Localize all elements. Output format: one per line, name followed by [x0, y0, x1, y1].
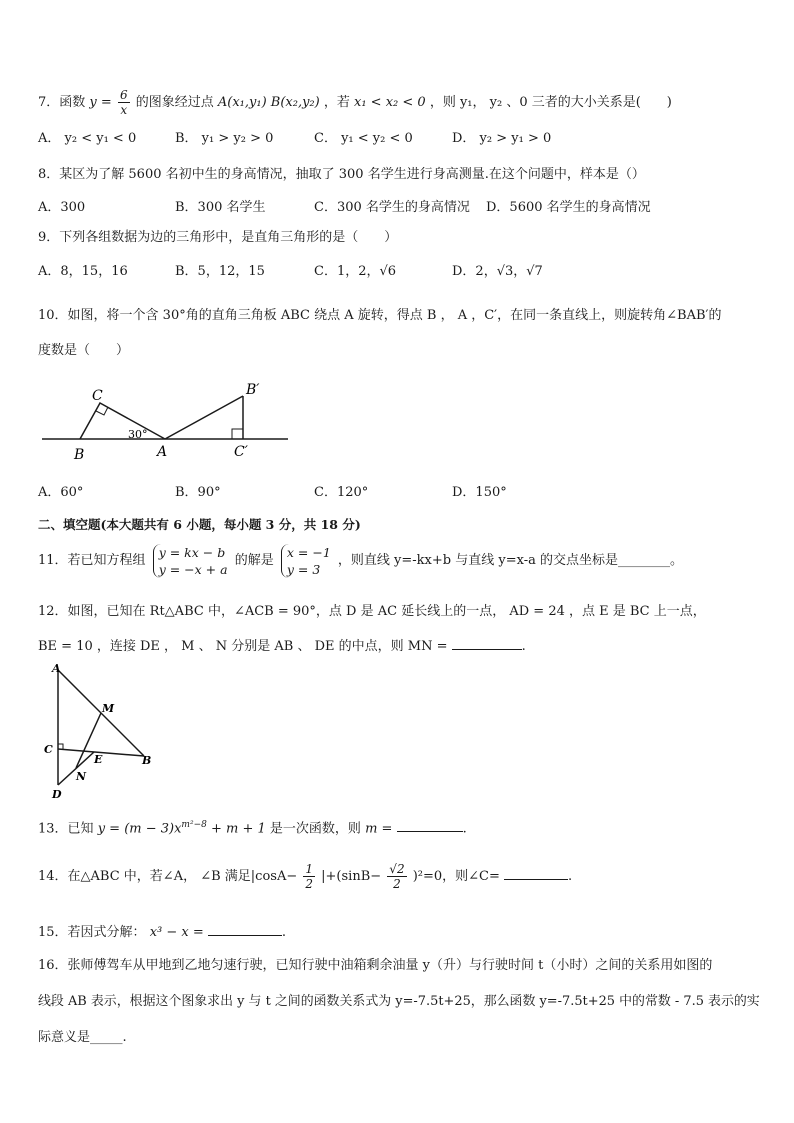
q11-solution-x: x = −1: [286, 544, 331, 560]
q9-option-d: D．2，√3，√7: [452, 264, 543, 279]
q8-option-c: C．300 名学生的身高情况: [314, 200, 470, 215]
q7-fraction: [118, 88, 130, 117]
q10-option-a: A．60°: [38, 485, 84, 500]
q10-segment-ab-prime: [165, 396, 243, 439]
q9-option-b: B．5，12，15: [175, 264, 265, 279]
q10-option-d: D．150°: [452, 485, 507, 500]
q10-option-c: C．120°: [314, 485, 369, 500]
q7-function-lhs: y =: [89, 95, 112, 110]
q15-expression: x³ − x =: [149, 925, 204, 940]
q8-option-d: D．5600 名学生的身高情况: [486, 200, 651, 215]
question-16-line1: 16．张师傅驾车从甲地到乙地匀速行驶，已知行驶中油箱剩余油量 y（升）与行驶时间 t（小时）之间的关系用如图的: [38, 958, 713, 973]
question-7-stem: [38, 88, 672, 117]
q11-solution-y: y = 3: [286, 561, 321, 577]
q12-end: .: [521, 639, 526, 654]
section-2-heading: 二、填空题(本大题共有 6 小题，每小题 3 分，共 18 分): [38, 517, 361, 532]
q8-option-b: B．300 名学生: [175, 200, 266, 215]
q10-option-b: B．90°: [175, 485, 221, 500]
question-9-stem: 9．下列各组数据为边的三角形中，是直角三角形的是（ ）: [38, 230, 398, 245]
q14-fraction-1-denominator: 2: [305, 877, 314, 891]
question-16-line2: 线段 AB 表示，根据这个图象求出 y 与 t 之间的函数关系式为 y=-7.5t+25，那么函数 y=-7.5t+25 中的常数 - 7.5 表示的实: [38, 994, 760, 1009]
q14-mid: |+(sinB−: [321, 869, 382, 884]
q13-answer-blank[interactable]: [397, 817, 463, 832]
q12-label-a: A: [52, 662, 61, 675]
question-10-stem-line2: 度数是（ ）: [38, 343, 130, 358]
q7-cond-prefix: ，若: [323, 95, 350, 110]
question-10-stem-line1: 10．如图，将一个含 30°角的直角三角板 ABC 绕点 A 旋转，得点 B ， A ，C′，在同一条直线上，则旋转角∠BAB′的: [38, 308, 722, 323]
q12-label-n: N: [76, 770, 87, 783]
q15-prefix: 15．若因式分解：: [38, 925, 146, 940]
q12-figure: [38, 660, 168, 805]
q7-prefix: 7．函数: [38, 95, 86, 110]
q7-option-a: A． y₂ < y₁ < 0: [38, 131, 137, 146]
question-8-stem: 8．某区为了解 5600 名初中生的身高情况，抽取了 300 名学生进行身高测量.在这个问题中，样本是（）: [38, 167, 645, 182]
q14-answer-blank[interactable]: [504, 865, 568, 880]
question-14-stem: [38, 860, 572, 894]
q7-option-d: D． y₂ > y₁ > 0: [452, 131, 552, 146]
question-12-stem-line1: 12．如图，已知在 Rt△ABC 中，∠ACB = 90°，点 D 是 AC 延长线上的一点， AD = 24 ，点 E 是 BC 上一点，: [38, 604, 706, 619]
q9-option-a: A．8，15，16: [38, 264, 128, 279]
q10-right-angle-c-prime: [232, 429, 243, 439]
question-15-stem: [38, 921, 286, 942]
q11-tail: ，则直线 y=-kx+b 与直线 y=x-a 的交点坐标是________。: [337, 553, 683, 568]
q7-option-b: B． y₁ > y₂ > 0: [175, 131, 274, 146]
q15-answer-blank[interactable]: [208, 921, 282, 936]
q7-option-c: C． y₁ < y₂ < 0: [314, 131, 413, 146]
q7-fraction-numerator: 6: [119, 88, 128, 102]
q7-mid: 的图象经过点: [135, 95, 214, 110]
q14-fraction-1: [303, 862, 315, 891]
q14-fraction-2-numerator: √2: [389, 862, 405, 876]
q7-fraction-denominator: x: [120, 103, 128, 117]
q14-fraction-1-numerator: 1: [305, 862, 314, 876]
q13-mid: 是一次函数，则: [269, 821, 361, 837]
q10-label-b-prime: B′: [246, 382, 260, 398]
q13-expression-tail: + m + 1: [210, 821, 266, 837]
q7-points: A(x₁,y₁) B(x₂,y₂): [217, 95, 320, 110]
q10-label-a: A: [157, 444, 168, 460]
q13-variable: m =: [365, 821, 393, 837]
q13-expression: y = (m − 3)x: [97, 821, 182, 837]
question-11-stem: [38, 543, 683, 579]
q12-label-c: C: [44, 743, 53, 756]
q10-figure: [38, 376, 298, 468]
q11-equation-system: [153, 544, 228, 578]
q14-tail: )²=0，则∠C=: [412, 869, 500, 884]
q10-label-c: C: [92, 388, 103, 404]
q7-condition: x₁ < x₂ < 0: [354, 95, 426, 110]
q10-angle-label: 30°: [128, 428, 148, 441]
q14-prefix: 14．在△ABC 中，若∠A， ∠B 满足|cosA−: [38, 869, 298, 884]
q11-solution-system: [281, 544, 331, 578]
q10-triangle-abc: [80, 403, 165, 439]
q9-option-c: C．1，2，√6: [314, 264, 397, 279]
question-16-line3: 际意义是_____.: [38, 1030, 127, 1045]
q11-equation-1: y = kx − b: [158, 544, 226, 560]
q10-label-b: B: [74, 447, 85, 463]
q14-fraction-2: [387, 862, 406, 891]
q12-stem2-text: BE = 10 ，连接 DE ， M 、 N 分别是 AB 、 DE 的中点，则 MN =: [38, 639, 448, 654]
q11-mid: 的解是: [234, 553, 274, 568]
q12-answer-blank[interactable]: [452, 635, 522, 650]
q12-label-d: D: [52, 788, 62, 801]
q13-end: .: [462, 821, 467, 837]
q11-prefix: 11．若已知方程组: [38, 553, 146, 568]
question-12-stem-line2: [38, 635, 526, 656]
q11-equation-2: y = −x + a: [158, 561, 228, 577]
q13-exponent: m²−8: [181, 820, 207, 830]
q14-fraction-2-denominator: 2: [393, 877, 401, 891]
q12-label-e: E: [94, 753, 103, 766]
q12-label-m: M: [102, 702, 115, 715]
q13-prefix: 13．已知: [38, 821, 94, 837]
q12-label-b: B: [142, 754, 152, 767]
q14-end: .: [568, 869, 573, 884]
q15-end: .: [281, 925, 287, 940]
q7-tail: ，则 y₁， y₂ 、0 三者的大小关系是( ): [429, 95, 672, 110]
q10-label-c-prime: C′: [234, 444, 248, 460]
q8-option-a: A．300: [38, 200, 86, 215]
question-13-stem: [38, 816, 467, 838]
